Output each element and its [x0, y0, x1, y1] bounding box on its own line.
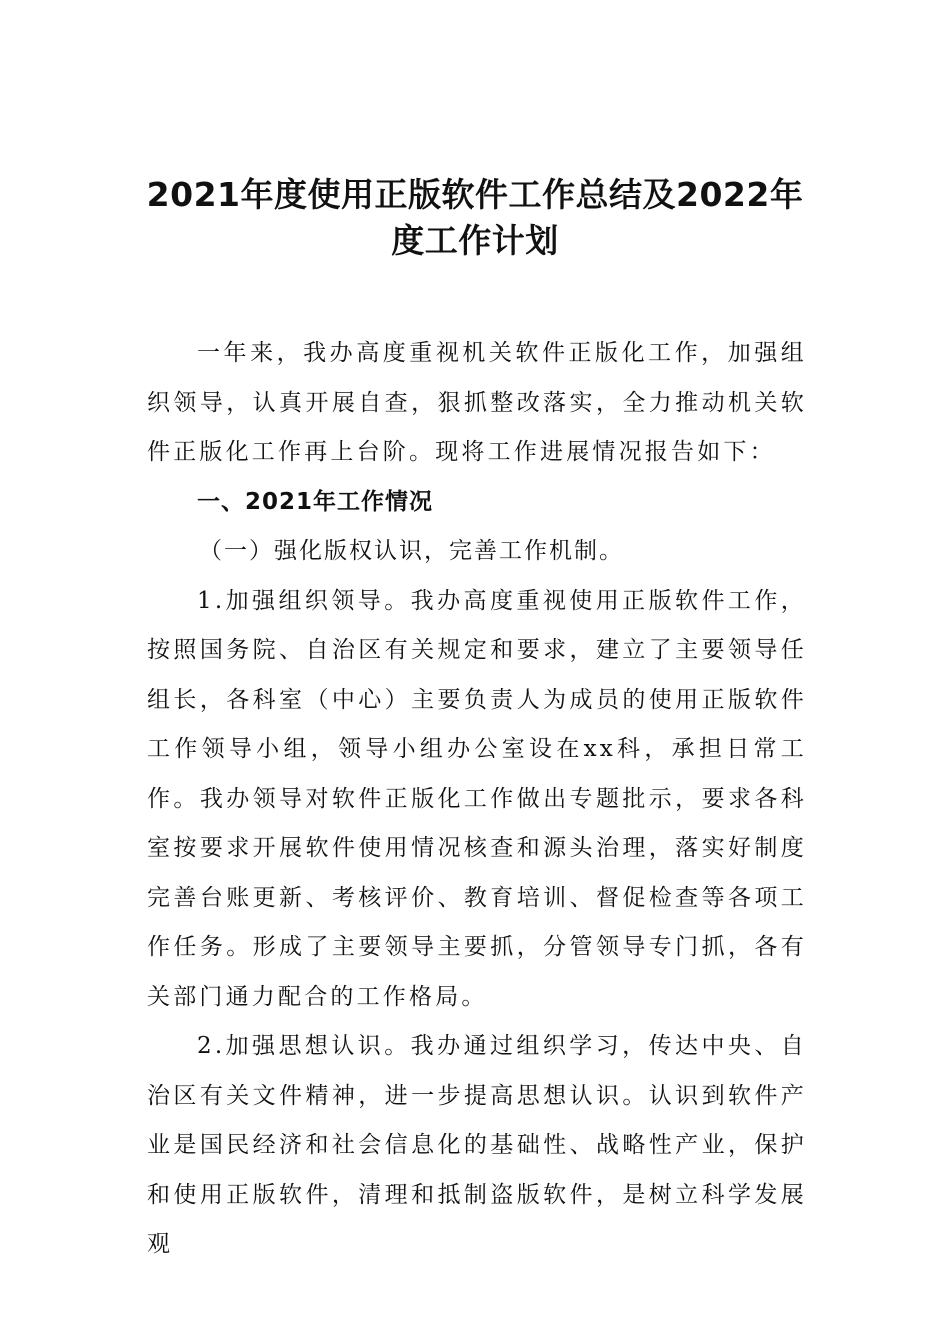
subsection-heading: （一）强化版权认识，完善工作机制。	[199, 538, 624, 564]
document-title: 2021年度使用正版软件工作总结及2022年度工作计划	[146, 175, 804, 260]
item-1-paragraph: 1.加强组织领导。我办高度重视使用正版软件工作，按照国务院、自治区有关规定和要求，建立了主要领导任组长，各科室（中心）主要负责人为成员的使用正版软件工作领导小组，领导小组办公室设在xx科，承担日常工作。我办领导对软件正版化工作做出专题批示，要求各科室按要求开展软件使用情况核查和源头治理，落实好制度完善台账更新、考核评价、教育培训、督促检查等各项工作任务。形成了主要领导主要抓，分管领导专门抓，各有关部门通力配合的工作格局。	[147, 587, 807, 1010]
section-heading: 一、2021年工作情况	[197, 488, 434, 515]
item-2-paragraph: 2.加强思想认识。我办通过组织学习，传达中央、自治区有关文件精神，进一步提高思想认识。认识到软件产业是国民经济和社会信息化的基础性、战略性产业，保护和使用正版软件，清理和抵制盗版软件，是树立科学发展观	[147, 1033, 807, 1257]
document-body	[147, 329, 807, 1270]
intro-paragraph: 一年来，我办高度重视机关软件正版化工作，加强组织领导，认真开展自查，狠抓整改落实，全力推动机关软件正版化工作再上台阶。现将工作进展情况报告如下：	[147, 340, 807, 465]
